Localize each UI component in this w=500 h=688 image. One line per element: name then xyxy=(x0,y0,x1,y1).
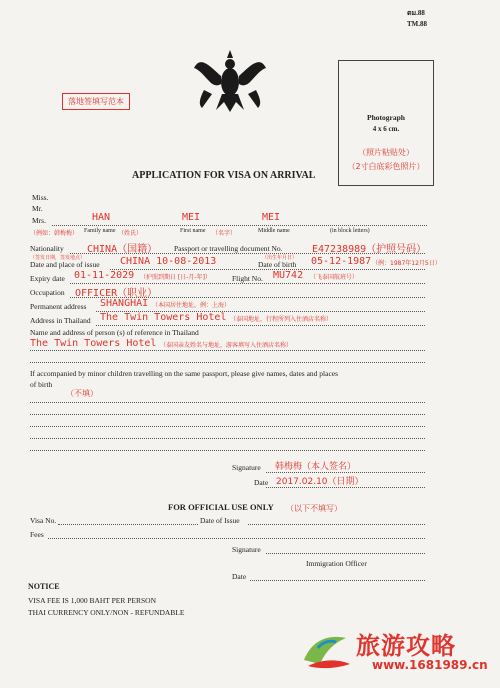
flight-note: （飞泰国航班号） xyxy=(310,274,359,281)
official-signature-label: Signature xyxy=(232,545,261,554)
nationality-label: Nationality xyxy=(30,244,64,253)
flight-value: MU742 xyxy=(273,270,304,281)
permanent-address-value: SHANGHAI xyxy=(100,298,149,309)
flight-label: Flight No. xyxy=(232,274,263,283)
notice-title: NOTICE xyxy=(28,582,60,591)
date-value: 2017.02.10（日期） xyxy=(276,477,364,487)
minor-text-1: If accompanied by minor children travelling on the same passport, please give names, dates and places xyxy=(30,369,339,378)
official-title: FOR OFFICIAL USE ONLY xyxy=(168,502,274,512)
occupation-value: OFFICER（职业） xyxy=(75,288,158,299)
issue-value: CHINA 10-08-2013 xyxy=(120,256,217,267)
watermark-brand: 旅游攻略 xyxy=(356,632,456,660)
issue-note: （签发日期，签发地点） xyxy=(30,255,86,261)
permanent-address-note: （本国居住地址，例：上海） xyxy=(152,302,231,309)
date-of-issue-label: Date of Issue xyxy=(200,516,240,525)
dob-label: Date of birth xyxy=(258,260,297,269)
passport-label: Passport or travelling document No. xyxy=(174,244,283,253)
visa-no-label: Visa No. xyxy=(30,516,57,525)
reference-value: The Twin Towers Hotel xyxy=(30,338,157,349)
family-name-cn: （姓氏） xyxy=(118,230,143,237)
photo-box xyxy=(338,60,434,186)
dob-value: 05-12-1987 xyxy=(311,256,372,267)
expiry-note: （护照到期日 [日-月-年]） xyxy=(140,274,211,281)
signature-label: Signature xyxy=(232,463,261,472)
passport-value: E47238989（护照号码） xyxy=(312,244,427,255)
minor-text-2: of birth xyxy=(30,380,53,389)
thai-address-value: The Twin Towers Hotel xyxy=(100,312,227,323)
garuda-emblem-icon xyxy=(190,46,270,118)
first-name-value: MEI xyxy=(182,212,201,223)
permanent-address-label: Permanent address xyxy=(30,302,87,311)
photo-title: Photograph xyxy=(367,113,405,122)
watermark-logo-icon xyxy=(296,620,356,676)
occupation-label: Occupation xyxy=(30,288,65,297)
immigration-officer-label: Immigration Officer xyxy=(306,559,367,568)
reference-note: （泰国亲友姓名与地址，游客填写入住酒店名称） xyxy=(160,342,293,349)
form-code-en: TM.88 xyxy=(407,20,428,28)
middle-name-value: MEI xyxy=(262,212,281,223)
notice-line-1: VISA FEE IS 1,000 BAHT PER PERSON xyxy=(28,596,157,605)
title-mr: Mr. xyxy=(32,204,43,213)
nationality-value: CHINA（国籍） xyxy=(87,244,158,255)
sample-label: 落地签填写范本 xyxy=(62,93,130,110)
photo-size: 4 x 6 cm. xyxy=(372,125,400,133)
notice-line-2: THAI CURRENCY ONLY/NON - REFUNDABLE xyxy=(28,608,185,617)
thai-address-note: （泰国地址，行程所列入住酒店名称） xyxy=(230,316,333,323)
minor-note: （不填） xyxy=(66,389,98,398)
form-code: ตม.88 xyxy=(407,9,425,17)
reference-label: Name and address of person (s) of reference in Thailand xyxy=(30,328,199,337)
title-miss: Miss. xyxy=(32,193,49,202)
fees-label: Fees xyxy=(30,530,44,539)
watermark-url: www.1681989.cn xyxy=(372,658,488,672)
name-example: （例如：韩梅梅） xyxy=(30,230,79,237)
official-date-label: Date xyxy=(232,572,247,581)
dob-note: （例：1987年12月5日） xyxy=(372,260,441,267)
thai-address-label: Address in Thailand xyxy=(30,316,91,325)
photo-paste: （照片粘贴处） xyxy=(358,148,414,157)
photo-spec: （2寸白底彩色照片） xyxy=(347,162,425,171)
middle-name-label: Middle name xyxy=(258,228,290,234)
first-name-label: First name xyxy=(180,228,206,234)
block-letters-note: (in block letters) xyxy=(330,228,370,234)
official-note: （以下不填写） xyxy=(286,504,342,513)
signature-value: 韩梅梅（本人签名） xyxy=(275,462,357,472)
expiry-label: Expiry date xyxy=(30,274,65,283)
form-title: APPLICATION FOR VISA ON ARRIVAL xyxy=(132,170,316,181)
family-name-value: HAN xyxy=(92,212,111,223)
date-label: Date xyxy=(254,478,269,487)
title-mrs: Mrs. xyxy=(32,216,46,225)
expiry-value: 01-11-2029 xyxy=(74,270,135,281)
issue-label: Date and place of issue xyxy=(30,260,100,269)
first-name-cn: （名字） xyxy=(212,230,237,237)
family-name-label: Family name xyxy=(84,228,116,234)
dob-note-small: （出生年月日） xyxy=(262,255,298,261)
